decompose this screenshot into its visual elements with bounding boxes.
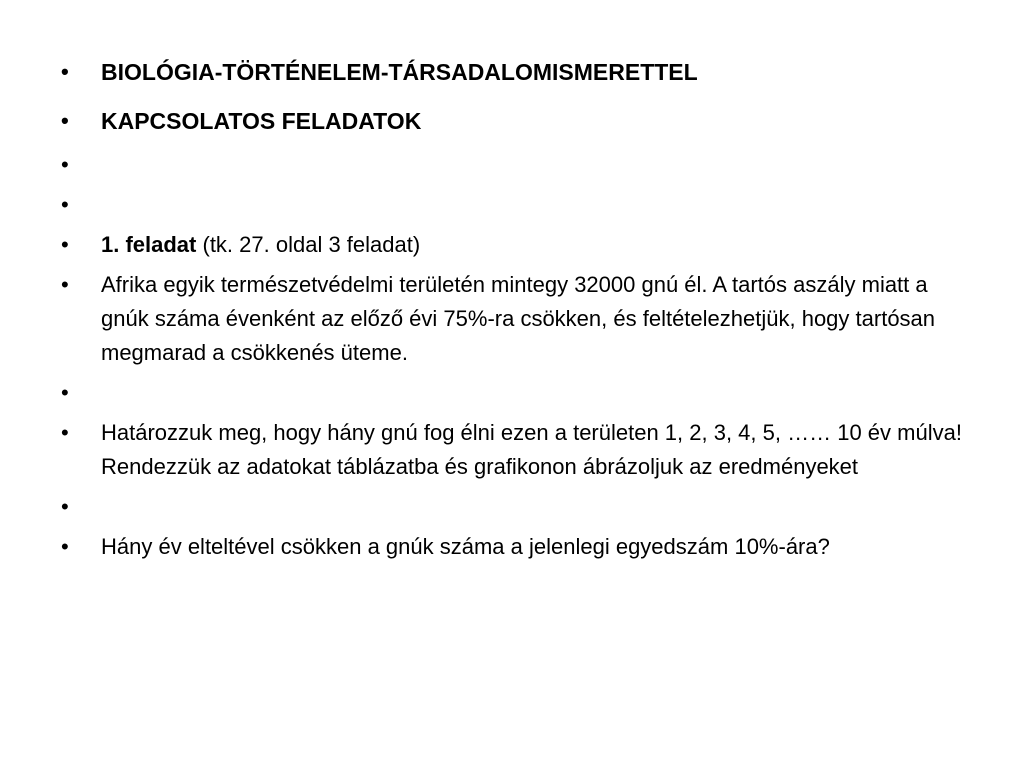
heading-line-2-text: KAPCSOLATOS FELADATOK	[101, 108, 422, 134]
task-question-1	[56, 416, 966, 484]
task-label: 1. feladat	[101, 232, 197, 257]
bullet-dot: •	[61, 152, 69, 177]
bullet-list	[56, 52, 966, 570]
task-question-2	[56, 530, 966, 564]
bullet-dot: •	[61, 380, 69, 405]
bullet-dot: •	[61, 534, 69, 559]
task-title	[56, 228, 966, 262]
empty-bullet	[56, 490, 966, 524]
bullet-dot: •	[61, 494, 69, 519]
task-question-1-text: Határozzuk meg, hogy hány gnú fog élni ezen a területen 1, 2, 3, 4, 5, …… 10 év múlva! Rendezzük az adatokat táblázatba és grafikonon ábrázoljuk az eredményeket	[101, 420, 962, 479]
empty-bullet	[56, 376, 966, 410]
bullet-dot: •	[61, 59, 69, 84]
bullet-dot: •	[61, 232, 69, 257]
heading-line-1-text: BIOLÓGIA-TÖRTÉNELEM-TÁRSADALOMISMERETTEL	[101, 59, 698, 85]
bullet-dot: •	[61, 272, 69, 297]
empty-bullet	[56, 188, 966, 222]
task-reference: (tk. 27. oldal 3 feladat)	[196, 232, 421, 257]
bullet-dot: •	[61, 108, 69, 133]
task-description	[56, 268, 966, 370]
bullet-dot: •	[61, 192, 69, 217]
empty-bullet	[56, 148, 966, 182]
heading-line-2	[56, 101, 966, 141]
task-question-2-text: Hány év elteltével csökken a gnúk száma a jelenlegi egyedszám 10%-ára?	[101, 534, 830, 559]
heading-line-1	[56, 52, 966, 92]
task-description-text: Afrika egyik természetvédelmi területén mintegy 32000 gnú él. A tartós aszály miatt a gnúk száma évenként az előző évi 75%-ra csökken, és feltételezhetjük, hogy tartósan megmarad a csökkenés üteme.	[101, 272, 936, 365]
bullet-dot: •	[61, 420, 69, 445]
